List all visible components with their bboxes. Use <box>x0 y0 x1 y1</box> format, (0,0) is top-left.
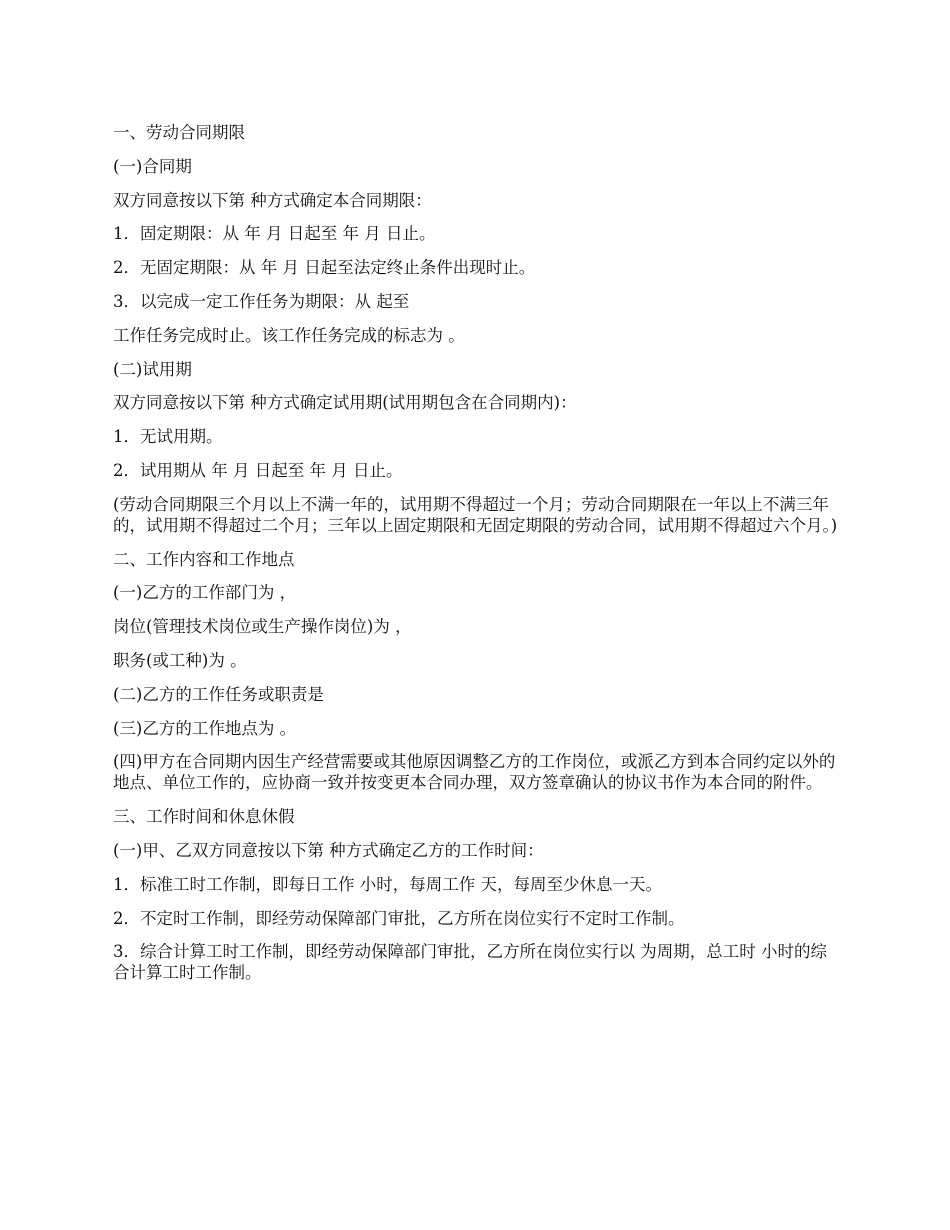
subheading-probation: (二)试用期 <box>113 359 192 379</box>
list-item: 3．以完成一定工作任务为期限：从 起至 <box>113 291 410 311</box>
paragraph: 双方同意按以下第 种方式确定试用期(试用期包含在合同期内)： <box>113 393 577 413</box>
list-item: 1．标准工时工作制，即每日工作 小时，每周工作 天，每周至少休息一天。 <box>113 874 662 894</box>
list-item: 1．无试用期。 <box>113 427 223 447</box>
paragraph: 工作任务完成时止。该工作任务完成的标志为 。 <box>113 325 465 345</box>
note-paragraph: (劳动合同期限三个月以上不满一年的，试用期不得超过一个月；劳动合同期限在一年以上不满三年的，试用期不得超过二个月；三年以上固定期限和无固定期限的劳动合同，试用期不得超过六个月。) <box>113 494 838 535</box>
list-item: 2．不定时工作制，即经劳动保障部门审批，乙方所在岗位实行不定时工作制。 <box>113 908 685 928</box>
paragraph: (一)乙方的工作部门为 ， <box>113 583 297 603</box>
paragraph: (四)甲方在合同期内因生产经营需要或其他原因调整乙方的工作岗位，或派乙方到本合同约定以外的地点、单位工作的，应协商一致并按变更本合同办理，双方签章确认的协议书作为本合同的附件。 <box>113 752 836 793</box>
paragraph: 岗位(管理技术岗位或生产操作岗位)为 ， <box>113 617 412 637</box>
paragraph: (三)乙方的工作地点为 。 <box>113 718 297 738</box>
paragraph: (二)乙方的工作任务或职责是 <box>113 684 324 704</box>
list-item: 2．试用期从 年 月 日起至 年 月 日止。 <box>113 460 403 480</box>
document-body <box>113 122 843 996</box>
paragraph: (一)甲、乙双方同意按以下第 种方式确定乙方的工作时间： <box>113 840 544 860</box>
section-heading-1: 一、劳动合同期限 <box>113 123 245 142</box>
list-item: 2．无固定期限：从 年 月 日起至法定终止条件出现时止。 <box>113 258 536 278</box>
paragraph: 职务(或工种)为 。 <box>113 650 247 670</box>
paragraph: 双方同意按以下第 种方式确定本合同期限： <box>113 190 432 210</box>
list-item: 3．综合计算工时工作制，即经劳动保障部门审批，乙方所在岗位实行以 为周期，总工时 小时的综合计算工时工作制。 <box>113 942 827 983</box>
section-heading-3: 三、工作时间和休息休假 <box>113 807 295 827</box>
subheading-contract-period: (一)合同期 <box>113 156 192 176</box>
list-item: 1．固定期限：从 年 月 日起至 年 月 日止。 <box>113 224 436 244</box>
section-heading-2: 二、工作内容和工作地点 <box>113 549 295 569</box>
